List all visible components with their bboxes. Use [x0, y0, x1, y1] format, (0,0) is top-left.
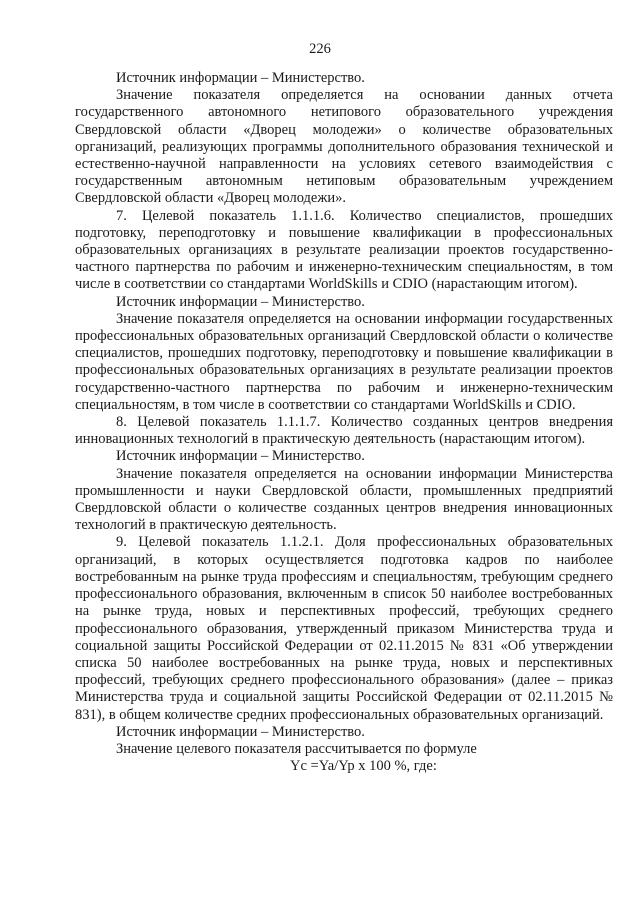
paragraph-source-4: Источник информации – Министерство. — [116, 723, 365, 740]
formula: Yc =Ya/Yp x 100 %, где: — [290, 758, 437, 775]
page-number: 226 — [309, 41, 331, 57]
document-body — [75, 70, 613, 775]
paragraph-indicator-9: 9. Целевой показатель 1.1.2.1. Доля профессиональных образовательных организаций, в которых осуществляется подготовка кадров по наиболее востребованным на рынке труда профессиям и специальностям, требующим среднего профессионального образования, включенным в список 50 наиболее востребованных на рынке труда, новых и перспективных профессий, требующих среднего профессионального образования, утвержденный приказом Министерства труда и социальной защиты Российской Федерации от 02.11.2015 № 831 «Об утверждении списка 50 наиболее востребованных на рынке труда, новых и перспективных профессий, требующих среднего профессионального образования» (далее – приказ Министерства труда и социальной защиты Российской Федерации от 02.11.2015 № 831), в общем количестве средних профессиональных образовательных организаций. — [75, 534, 613, 723]
paragraph-indicator-8: 8. Целевой показатель 1.1.1.7. Количество созданных центров внедрения инновационных технологий в практическую деятельность (нарастающим итогом). — [75, 414, 613, 448]
paragraph-formula-intro: Значение целевого показателя рассчитывается по формуле — [116, 740, 477, 757]
paragraph-source-1: Источник информации – Министерство. — [116, 70, 365, 86]
paragraph-source-2: Источник информации – Министерство. — [116, 293, 365, 310]
paragraph-value-2: Значение показателя определяется на основании информации государственных профессиональных образовательных организаций Свердловской области о количестве специалистов, прошедших подготовку, переподготовку и повышение квалификации в профессиональных образовательных организациях в результате реализации проектов государственно-частного партнерства по рабочим и инженерно-техническим специальностям, в том числе в соответствии со стандартами WorldSkills и CDIO. — [75, 310, 613, 413]
paragraph-value-1: Значение показателя определяется на основании данных отчета государственного автономного нетипового образовательного учреждения Свердловской области «Дворец молодежи» о количестве образовательных организаций, реализующих программы дополнительного образования технической и естественно-научной направленности на условиях сетевого взаимодействия с государственным автономным нетиповым образовательным учреждением Свердловской области «Дворец молодежи». — [75, 87, 613, 207]
paragraph-indicator-7: 7. Целевой показатель 1.1.1.6. Количество специалистов, прошедших подготовку, переподготовку и повышение квалификации в профессиональных образовательных организациях в результате реализации проектов государственно-частного партнерства по рабочим и инженерно-техническим специальностям, в том числе в соответствии со стандартами WorldSkills и CDIO (нарастающим итогом). — [75, 207, 613, 293]
paragraph-value-3: Значение показателя определяется на основании информации Министерства промышленности и науки Свердловской области, промышленных предприятий Свердловской области о количестве созданных центров внедрения инновационных технологий в практическую деятельность. — [75, 465, 613, 534]
paragraph-source-3: Источник информации – Министерство. — [116, 448, 365, 465]
